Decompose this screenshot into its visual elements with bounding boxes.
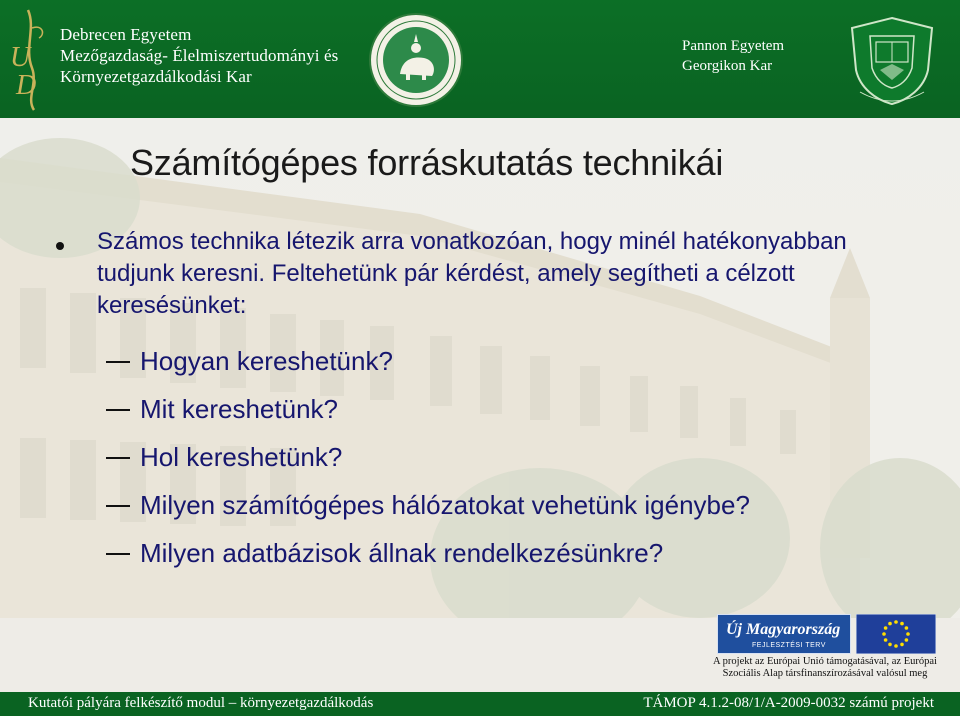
dash-icon (106, 505, 130, 507)
left-university-line3: Környezetgazdálkodási Kar (60, 67, 252, 86)
nmt-logo-subtext: FEJLESZTÉSI TERV (752, 642, 826, 649)
main-bullet (56, 226, 916, 322)
pannon-university-crest-icon (846, 14, 938, 108)
left-university-name (60, 24, 338, 87)
ud-university-logo-icon (6, 8, 56, 112)
svg-text:D: D (16, 70, 37, 101)
eu-caption-line2: Szociális Alap társfinanszírozásával valósul meg (722, 668, 928, 679)
bullet-dot-icon (56, 242, 64, 250)
sub-item-text: Mit kereshetünk? (140, 394, 338, 424)
right-university-name (682, 36, 784, 76)
sub-item-text: Hogyan kereshetünk? (140, 346, 393, 376)
right-university-line1: Pannon Egyetem (682, 38, 785, 54)
footer-module-name: Kutatói pályára felkészítő modul – környezetgazdálkodás (28, 695, 374, 711)
footer-bar (0, 692, 960, 716)
left-university-line2: Mezőgazdaság- Élelmiszertudományi és (60, 46, 339, 65)
main-bullet-text: Számos technika létezik arra vonatkozóan, hogy minél hatékonyabban tudjunk keresni. Feltehetünk pár kérdést, amely segítheti a célzott keresésünket: (97, 228, 847, 319)
dash-icon (106, 457, 130, 459)
svg-text:U: U (10, 42, 31, 73)
uj-magyarorszag-logo-icon (717, 614, 851, 654)
sub-item-text: Milyen számítógépes hálózatokat vehetünk igénybe? (140, 490, 750, 520)
footer-project-id: TÁMOP 4.1.2-08/1/A-2009-0032 számú projekt (643, 695, 934, 711)
sub-item-text: Hol kereshetünk? (140, 442, 343, 472)
eu-flag-icon (856, 614, 936, 654)
right-university-line2: Georgikon Kar (682, 58, 773, 74)
slide-title: Számítógépes forráskutatás technikái (130, 142, 724, 183)
left-university-line1: Debrecen Egyetem (60, 25, 192, 44)
eu-caption-line1: A projekt az Európai Unió támogatásával, az Európai (713, 656, 937, 667)
dash-icon (106, 409, 130, 411)
dash-icon (106, 553, 130, 555)
header-band (0, 0, 960, 118)
nmt-logo-text: Új Magyarország (726, 621, 841, 638)
eu-funding-caption (700, 656, 950, 680)
sub-item-text: Milyen adatbázisok állnak rendelkezésünkre? (140, 538, 664, 568)
dash-icon (106, 361, 130, 363)
university-seal-icon (368, 12, 464, 108)
